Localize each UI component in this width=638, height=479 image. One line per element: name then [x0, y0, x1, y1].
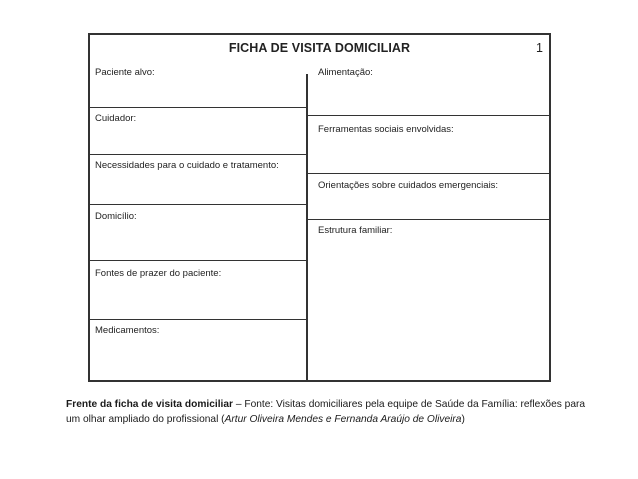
left-divider	[90, 107, 307, 108]
right-divider	[307, 173, 549, 174]
field-ferramentas-sociais[interactable]: Ferramentas sociais envolvidas:	[318, 124, 454, 135]
right-divider	[307, 115, 549, 116]
right-divider	[307, 219, 549, 220]
field-domicilio[interactable]: Domicílio:	[95, 211, 137, 222]
figure-caption	[66, 397, 586, 427]
caption-source: – Fonte: Visitas domiciliares pela equipe de Saúde da Família: reflexões para um olhar ampliado do profissional (	[66, 399, 586, 425]
field-medicamentos[interactable]: Medicamentos:	[95, 325, 160, 336]
field-estrutura-familiar[interactable]: Estrutura familiar:	[318, 225, 393, 236]
page-number: 1	[536, 41, 543, 55]
left-divider	[90, 260, 307, 261]
column-divider-top	[306, 74, 308, 76]
field-orientacoes-emergenciais[interactable]: Orientações sobre cuidados emergenciais:	[318, 180, 499, 191]
left-divider	[90, 319, 307, 320]
field-alimentacao[interactable]: Alimentação:	[318, 67, 373, 78]
field-necessidades[interactable]: Necessidades para o cuidado e tratamento:	[95, 160, 279, 171]
caption-title: Frente da ficha de visita domiciliar	[66, 399, 234, 410]
left-divider	[90, 154, 307, 155]
field-paciente-alvo[interactable]: Paciente alvo:	[95, 67, 155, 78]
form-title: FICHA DE VISITA DOMICILIAR	[228, 41, 411, 55]
left-divider	[90, 204, 307, 205]
column-divider	[306, 74, 308, 382]
caption-suffix: )	[461, 414, 465, 425]
caption-authors: Artur Oliveira Mendes e Fernanda Araújo de Oliveira	[224, 414, 462, 425]
field-cuidador[interactable]: Cuidador:	[95, 113, 137, 124]
field-fontes-de-prazer[interactable]: Fontes de prazer do paciente:	[95, 268, 222, 279]
visit-form	[88, 33, 551, 382]
